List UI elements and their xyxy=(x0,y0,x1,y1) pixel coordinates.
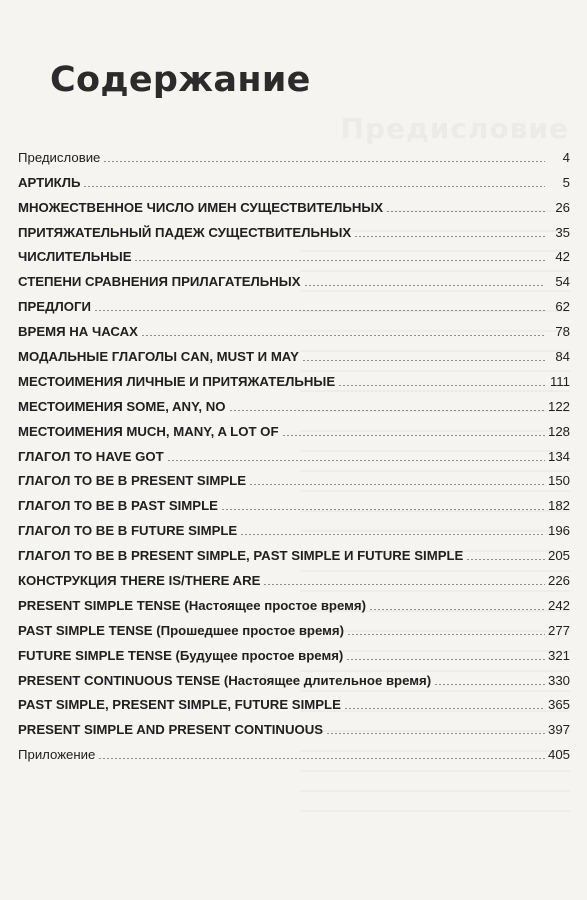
toc-entry[interactable] xyxy=(18,439,570,464)
toc-entry[interactable] xyxy=(18,638,570,663)
toc-entry-page: 226 xyxy=(547,573,570,589)
toc-entry-title: ПРИТЯЖАТЕЛЬНЫЙ ПАДЕЖ СУЩЕСТВИТЕЛЬНЫХ xyxy=(18,224,352,240)
toc-entry-title: ГЛАГОЛ TO BE В PRESENT SIMPLE xyxy=(18,473,247,489)
toc-entry-page: 26 xyxy=(555,199,570,215)
dot-leader xyxy=(338,385,545,386)
toc-entry-title: ВРЕМЯ НА ЧАСАХ xyxy=(18,324,138,340)
toc-entry-page: 196 xyxy=(547,523,570,539)
dot-leader xyxy=(466,559,545,560)
toc-entry-title: PAST SIMPLE TENSE (Прошедшее простое время) xyxy=(18,622,344,638)
toc-entry-page: 330 xyxy=(547,672,570,688)
toc-entry-page: 42 xyxy=(555,249,570,265)
toc-entry[interactable] xyxy=(18,488,570,513)
toc-entry-title: МЕСТОИМЕНИЯ SOME, ANY, NO xyxy=(18,398,226,414)
dot-leader xyxy=(434,684,545,685)
toc-entry-title: МЕСТОИМЕНИЯ MUCH, MANY, A LOT OF xyxy=(18,423,279,439)
dot-leader xyxy=(167,460,545,461)
toc-entry-title: Предисловие xyxy=(18,149,101,165)
toc-entry[interactable] xyxy=(18,712,570,737)
toc-entry-title: КОНСТРУКЦИЯ THERE IS/THERE ARE xyxy=(18,573,261,589)
dot-leader xyxy=(369,609,545,610)
toc-entry[interactable] xyxy=(18,140,570,165)
toc-entry-page: 111 xyxy=(549,373,570,389)
toc-entry[interactable] xyxy=(18,165,570,190)
toc-entry[interactable] xyxy=(18,613,570,638)
toc-entry[interactable] xyxy=(18,364,570,389)
toc-entry-page: 78 xyxy=(555,324,570,340)
toc-entry[interactable] xyxy=(18,264,570,289)
table-of-contents xyxy=(18,140,570,762)
toc-entry-page: 5 xyxy=(562,174,570,190)
toc-entry-page: 205 xyxy=(547,548,570,564)
dot-leader xyxy=(98,758,545,759)
toc-entry-title: PRESENT SIMPLE TENSE (Настоящее простое время) xyxy=(18,597,366,613)
dot-leader xyxy=(326,733,545,734)
dot-leader xyxy=(304,285,545,286)
dot-leader xyxy=(386,211,545,212)
toc-entry[interactable] xyxy=(18,215,570,240)
toc-entry-title: МОДАЛЬНЫЕ ГЛАГОЛЫ CAN, MUST И MAY xyxy=(18,349,299,365)
toc-entry[interactable] xyxy=(18,414,570,439)
toc-entry-page: 242 xyxy=(547,597,570,613)
toc-entry[interactable] xyxy=(18,588,570,613)
dot-leader xyxy=(302,360,545,361)
toc-entry-page: 84 xyxy=(555,349,570,365)
toc-entry-title: СТЕПЕНИ СРАВНЕНИЯ ПРИЛАГАТЕЛЬНЫХ xyxy=(18,274,301,290)
toc-entry-title: ГЛАГОЛ TO BE В FUTURE SIMPLE xyxy=(18,523,238,539)
toc-entry-page: 128 xyxy=(547,423,570,439)
toc-entry-page: 54 xyxy=(555,274,570,290)
dot-leader xyxy=(240,534,545,535)
toc-entry-page: 397 xyxy=(547,722,570,738)
toc-entry-page: 321 xyxy=(547,647,570,663)
toc-entry-title: ГЛАГОЛ TO HAVE GOT xyxy=(18,448,164,464)
toc-entry-title: ПРЕДЛОГИ xyxy=(18,299,91,315)
dot-leader xyxy=(347,634,545,635)
toc-entry[interactable] xyxy=(18,389,570,414)
toc-entry-page: 62 xyxy=(555,299,570,315)
toc-entry[interactable] xyxy=(18,314,570,339)
toc-entry-title: ГЛАГОЛ TO BE В PAST SIMPLE xyxy=(18,498,218,514)
toc-entry[interactable] xyxy=(18,289,570,314)
toc-entry-title: ГЛАГОЛ TO BE В PRESENT SIMPLE, PAST SIMPLE И FUTURE SIMPLE xyxy=(18,548,464,564)
toc-entry-title: PRESENT SIMPLE AND PRESENT CONTINUOUS xyxy=(18,722,324,738)
toc-entry[interactable] xyxy=(18,688,570,713)
toc-entry[interactable] xyxy=(18,563,570,588)
toc-entry-page: 122 xyxy=(547,398,570,414)
toc-entry[interactable] xyxy=(18,190,570,215)
dot-leader xyxy=(263,584,545,585)
dot-leader xyxy=(249,484,545,485)
toc-entry-title: PRESENT CONTINUOUS TENSE (Настоящее длительное время) xyxy=(18,672,432,688)
toc-entry-title: Приложение xyxy=(18,747,96,763)
toc-entry-page: 134 xyxy=(547,448,570,464)
toc-entry-title: МНОЖЕСТВЕННОЕ ЧИСЛО ИМЕН СУЩЕСТВИТЕЛЬНЫХ xyxy=(18,199,384,215)
toc-entry-page: 182 xyxy=(547,498,570,514)
toc-entry[interactable] xyxy=(18,464,570,489)
toc-entry-title: FUTURE SIMPLE TENSE (Будущее простое время) xyxy=(18,647,344,663)
toc-entry[interactable] xyxy=(18,339,570,364)
page-title: Содержание xyxy=(50,60,311,100)
toc-entry-page: 150 xyxy=(547,473,570,489)
toc-entry-page: 4 xyxy=(562,149,570,165)
bleed-through-heading: Предисловие xyxy=(340,112,569,145)
toc-entry[interactable] xyxy=(18,513,570,538)
toc-entry[interactable] xyxy=(18,538,570,563)
toc-entry-page: 405 xyxy=(547,747,570,763)
toc-entry-page: 365 xyxy=(547,697,570,713)
toc-entry-title: АРТИКЛЬ xyxy=(18,174,81,190)
toc-entry-title: ЧИСЛИТЕЛЬНЫЕ xyxy=(18,249,132,265)
toc-entry[interactable] xyxy=(18,737,570,762)
dot-leader xyxy=(94,310,545,311)
toc-entry-title: МЕСТОИМЕНИЯ ЛИЧНЫЕ И ПРИТЯЖАТЕЛЬНЫЕ xyxy=(18,373,336,389)
dot-leader xyxy=(221,509,545,510)
dot-leader xyxy=(344,708,545,709)
dot-leader xyxy=(229,410,545,411)
dot-leader xyxy=(346,659,545,660)
toc-entry-title: PAST SIMPLE, PRESENT SIMPLE, FUTURE SIMPLE xyxy=(18,697,341,713)
dot-leader xyxy=(103,161,545,162)
dot-leader xyxy=(134,260,545,261)
toc-entry-page: 277 xyxy=(547,622,570,638)
dot-leader xyxy=(83,186,545,187)
dot-leader xyxy=(354,236,545,237)
toc-entry-page: 35 xyxy=(555,224,570,240)
dot-leader xyxy=(282,435,545,436)
toc-entry[interactable] xyxy=(18,240,570,265)
toc-entry[interactable] xyxy=(18,663,570,688)
dot-leader xyxy=(141,335,545,336)
